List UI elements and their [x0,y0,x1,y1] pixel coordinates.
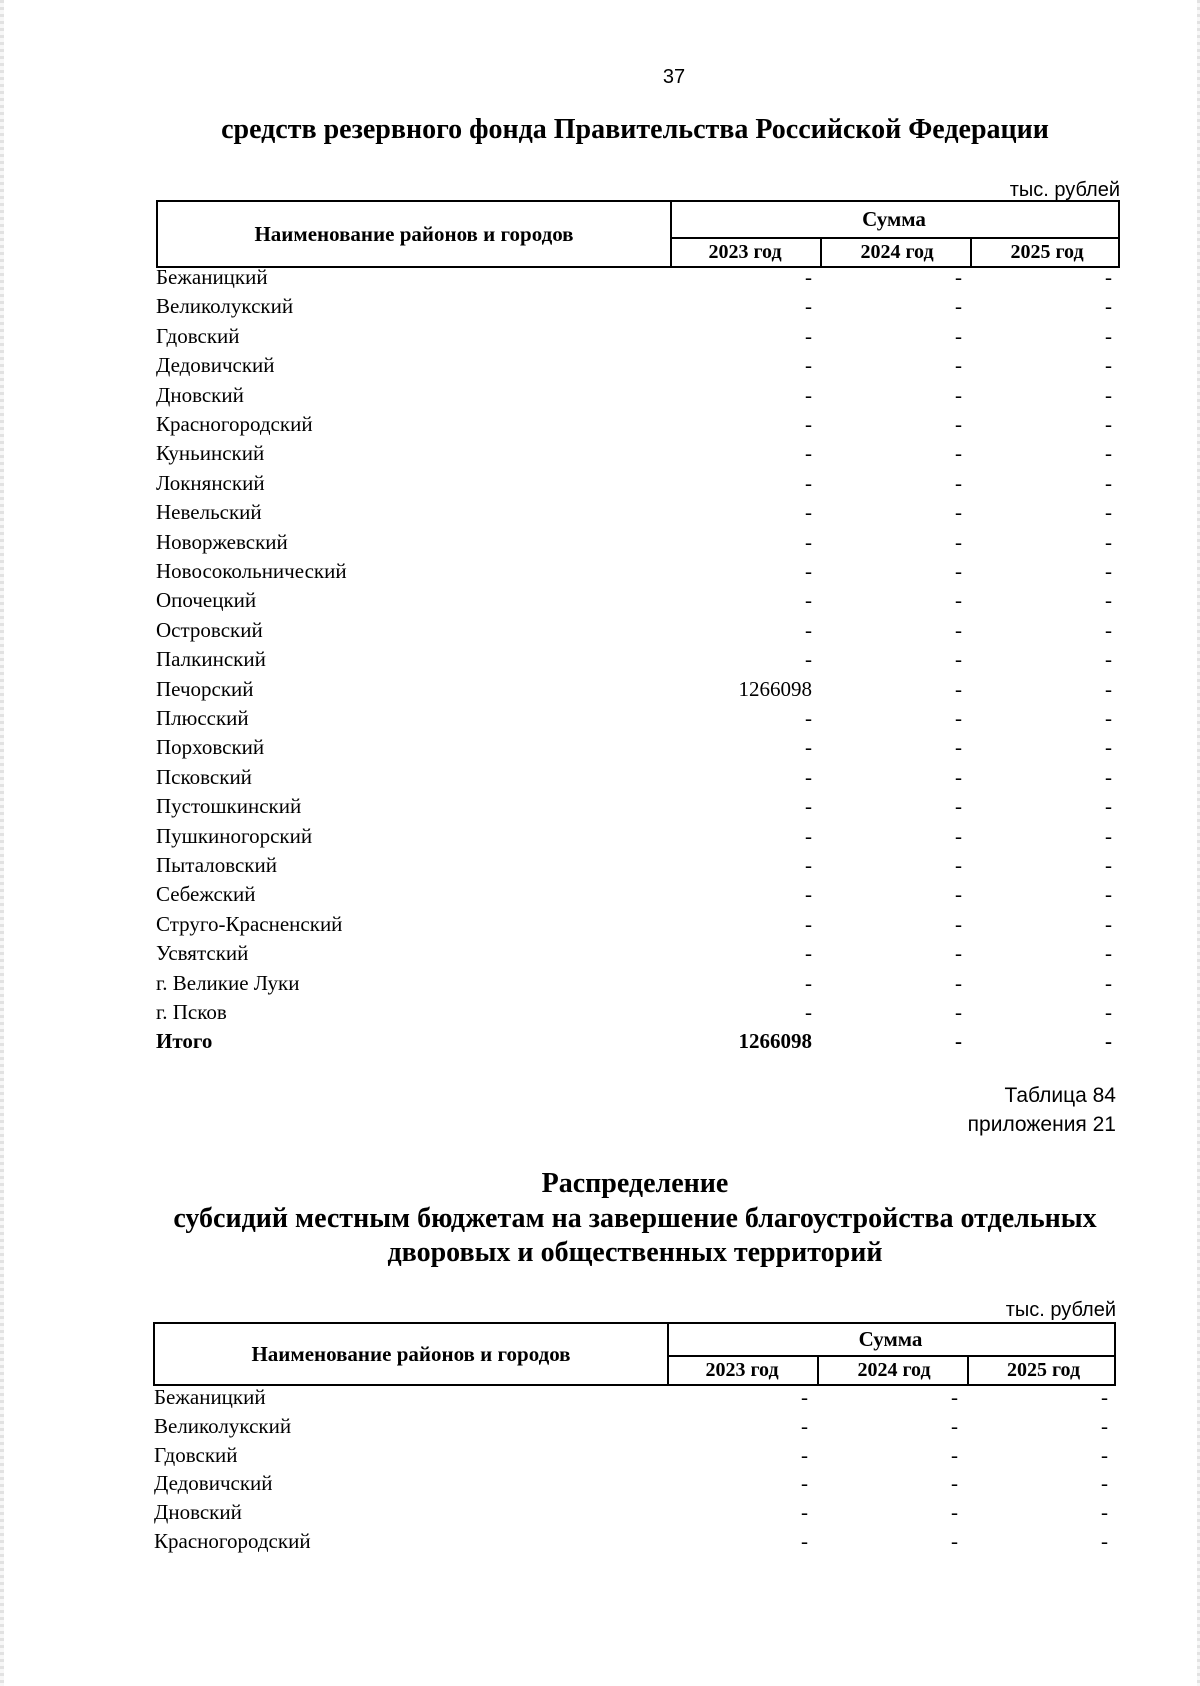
district-name: Дедовичский [156,353,275,378]
value-2023: - [805,1000,812,1024]
value-2025: - [1105,1029,1112,1054]
district-name: Невельский [156,500,262,525]
table-row [154,1412,1116,1441]
value-2025: - [1105,882,1112,907]
value-2024: - [951,1529,958,1553]
district-name: г. Псков [156,1000,227,1024]
table-row [156,704,1120,733]
value-2025: - [1105,617,1112,642]
table-row [156,351,1120,380]
value-2023: - [805,323,812,348]
value-2025: - [1105,294,1112,319]
sum-column-header: Сумма [670,202,1118,239]
value-2023: - [805,911,812,936]
table-row [156,939,1120,968]
value-2024: - [955,735,962,760]
section2-heading-line2: субсидий местным бюджетам на завершение благоустройства отдельных [173,1203,1097,1234]
value-2024: - [955,323,962,348]
value-2025: - [1105,500,1112,525]
table-row [154,1527,1116,1556]
district-name: Куньинский [156,441,265,466]
value-2024: - [955,1029,962,1054]
year-header-2023: 2023 год [708,241,782,263]
table-row [156,586,1120,615]
value-2023: - [805,647,812,672]
value-2023: - [805,265,812,289]
value-2023: - [805,441,812,466]
value-2023: - [801,1471,808,1496]
district-name: Опочецкий [156,588,257,613]
value-2023: 1266098 [738,676,812,701]
value-2023: - [805,853,812,877]
value-2025: - [1105,470,1112,495]
value-2024: - [955,1000,962,1024]
table-row [156,263,1120,292]
district-name: Дедовичский [154,1471,273,1496]
scan-edge-left [0,0,4,1686]
district-name: Плюсский [156,706,249,730]
district-name: г. Великие Луки [156,970,300,995]
value-2025: - [1105,1000,1112,1024]
section2-heading-line3: дворовых и общественных территорий [387,1237,883,1268]
table-row [154,1469,1116,1498]
value-2023: - [805,617,812,642]
value-2023: - [805,500,812,525]
district-name: Печорский [156,676,254,701]
table-total-row [156,1027,1120,1056]
table-row [156,910,1120,939]
value-2023: - [801,1413,808,1438]
value-2024: - [955,823,962,848]
district-name: Великолукский [156,294,294,319]
value-2024: - [955,911,962,936]
table-row [156,675,1120,704]
name-column-header: Наименование районов и городов [155,1324,669,1384]
value-2024: - [955,706,962,730]
table-row [156,822,1120,851]
value-2023: - [805,470,812,495]
value-2025: - [1101,1471,1108,1496]
value-2024: - [955,588,962,613]
value-2025: - [1101,1500,1108,1525]
value-2024: - [955,794,962,819]
value-2023: - [805,412,812,436]
value-2023: - [805,559,812,583]
table-row [156,322,1120,351]
value-2025: - [1105,323,1112,348]
section1-heading: средств резервного фонда Правительства Российской Федерации [221,114,1049,145]
table-row [156,557,1120,586]
district-name: Палкинский [156,647,266,672]
value-2023: - [805,823,812,848]
table-row [154,1498,1116,1527]
value-2023: - [801,1442,808,1467]
district-name: Усвятский [156,941,249,966]
value-2023: - [801,1500,808,1525]
district-name: Дновский [154,1500,242,1525]
district-name: Порховский [156,735,265,760]
value-2025: - [1101,1529,1108,1553]
value-2023: - [805,882,812,907]
table-row [156,410,1120,439]
table-row [156,792,1120,821]
value-2025: - [1105,382,1112,407]
district-name: Струго-Красненский [156,911,343,936]
total-label: Итого [156,1029,213,1054]
table-row [154,1441,1116,1470]
value-2024: - [951,1385,958,1409]
value-2025: - [1105,706,1112,730]
value-2025: - [1105,588,1112,613]
district-name: Гдовский [156,323,240,348]
table-row [156,616,1120,645]
value-2024: - [955,559,962,583]
name-column-header: Наименование районов и городов [158,202,672,266]
table-row [156,528,1120,557]
value-2025: - [1105,735,1112,760]
table-row [156,381,1120,410]
section1-units: тыс. рублей [1009,179,1120,201]
value-2025: - [1105,647,1112,672]
district-name: Псковский [156,764,252,789]
district-name: Себежский [156,882,256,907]
value-2024: - [951,1471,958,1496]
district-name: Новоржевский [156,529,288,554]
year-header-2025: 2025 год [967,1357,1118,1384]
year-header-2024: 2024 год [820,239,972,266]
value-2025: - [1105,823,1112,848]
table-row [156,851,1120,880]
table-caption-appendix: приложения 21 [967,1113,1116,1136]
table-row [156,763,1120,792]
value-2025: - [1105,559,1112,583]
value-2025: - [1101,1442,1108,1467]
district-name: Пустошкинский [156,794,302,819]
value-2024: - [951,1500,958,1525]
table-row [156,292,1120,321]
district-name: Островский [156,617,263,642]
value-2023: - [805,529,812,554]
value-2024: - [955,647,962,672]
section1-table-header [156,200,1120,268]
value-2024: - [955,882,962,907]
value-2023: - [805,382,812,407]
section2-table-header [153,1322,1116,1386]
value-2024: - [955,617,962,642]
table-row [156,645,1120,674]
value-2024: - [955,676,962,701]
value-2025: - [1105,529,1112,554]
district-name: Красногородский [156,412,313,436]
value-2024: - [951,1413,958,1438]
district-name: Гдовский [154,1442,238,1467]
value-2025: - [1105,970,1112,995]
year-header-2023: 2023 год [705,1359,779,1381]
table-row [154,1383,1116,1412]
value-2023: - [805,764,812,789]
district-name: Дновский [156,382,244,407]
value-2025: - [1105,265,1112,289]
value-2025: - [1105,794,1112,819]
district-name: Бежаницкий [154,1385,266,1409]
table-row [156,439,1120,468]
section2-units: тыс. рублей [1005,1299,1116,1321]
table-row [156,998,1120,1027]
value-2025: - [1105,676,1112,701]
year-header-2025: 2025 год [970,239,1122,266]
value-2024: - [955,441,962,466]
section2-heading-title: Распределение [541,1168,729,1199]
value-2024: - [951,1442,958,1467]
value-2025: - [1101,1413,1108,1438]
value-2025: - [1105,911,1112,936]
value-2024: - [955,265,962,289]
table-row [156,469,1120,498]
table-row [156,498,1120,527]
value-2024: - [955,294,962,319]
page-number: 37 [662,66,686,88]
value-2023: 1266098 [738,1029,812,1054]
district-name: Пыталовский [156,853,277,877]
value-2025: - [1105,441,1112,466]
table-row [156,880,1120,909]
value-2024: - [955,382,962,407]
value-2023: - [801,1385,808,1409]
district-name: Бежаницкий [156,265,268,289]
value-2023: - [805,353,812,378]
table-caption-number: Таблица 84 [1004,1084,1116,1107]
value-2023: - [805,294,812,319]
district-name: Красногородский [154,1529,311,1553]
value-2023: - [805,794,812,819]
value-2024: - [955,529,962,554]
value-2025: - [1105,412,1112,436]
value-2023: - [805,588,812,613]
value-2023: - [805,970,812,995]
value-2024: - [955,853,962,877]
table-row [156,733,1120,762]
value-2025: - [1101,1385,1108,1409]
district-name: Пушкиногорский [156,823,313,848]
value-2024: - [955,764,962,789]
year-header-2024: 2024 год [817,1357,969,1384]
value-2025: - [1105,353,1112,378]
value-2025: - [1105,941,1112,966]
table-row [156,969,1120,998]
value-2024: - [955,970,962,995]
value-2025: - [1105,764,1112,789]
value-2024: - [955,412,962,436]
district-name: Локнянский [156,470,265,495]
value-2025: - [1105,853,1112,877]
value-2024: - [955,470,962,495]
value-2023: - [801,1529,808,1553]
sum-column-header: Сумма [667,1324,1114,1357]
value-2024: - [955,353,962,378]
value-2023: - [805,735,812,760]
value-2024: - [955,941,962,966]
value-2023: - [805,941,812,966]
value-2023: - [805,706,812,730]
district-name: Новосокольнический [156,559,347,583]
value-2024: - [955,500,962,525]
district-name: Великолукский [154,1413,292,1438]
